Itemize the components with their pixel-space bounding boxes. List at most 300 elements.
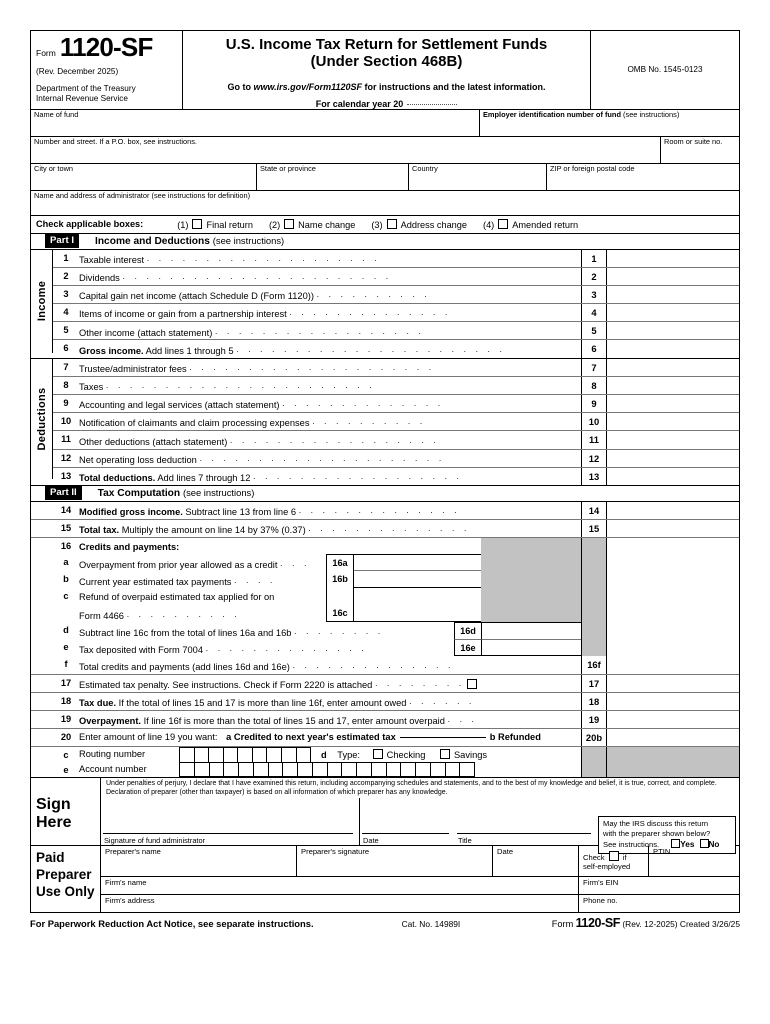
- shaded-box: [581, 747, 607, 762]
- shaded-box: [581, 588, 607, 605]
- income-lines: [53, 250, 739, 358]
- administrator-cell[interactable]: [31, 191, 739, 215]
- shaded-area: [481, 588, 581, 605]
- checkbox-2-label: Name change: [298, 219, 356, 230]
- line16c-box-number: 16c: [326, 605, 354, 622]
- dot-leader: . . . . . . . . . . . . . . . . . .: [252, 471, 463, 482]
- table-row: [31, 675, 739, 693]
- line-text: [79, 268, 581, 285]
- title-label: Title: [458, 835, 472, 845]
- room-label: Room or suite no.: [664, 137, 723, 146]
- line-label: If line 16f is more than the total of lines 15 and 17, enter amount overpaid: [141, 716, 445, 727]
- line-text: [79, 656, 581, 673]
- fund-admin-signature-cell[interactable]: [101, 798, 359, 845]
- line-text: [79, 502, 581, 519]
- check-boxes-prompt: Check applicable boxes:: [36, 219, 144, 229]
- amount-input[interactable]: [607, 729, 739, 746]
- dot-leader: . . . . . . . . . . . . . . . . . . . . .: [199, 452, 445, 463]
- table-row: [31, 711, 739, 729]
- amount-input[interactable]: [607, 711, 739, 728]
- line-sub-letter: d: [63, 625, 69, 636]
- dot-leader: . . .: [447, 714, 478, 725]
- line-box-number: 10: [581, 413, 607, 430]
- self-employed-cell[interactable]: [579, 846, 649, 876]
- line-text: [79, 693, 581, 710]
- account-row: [31, 762, 739, 777]
- table-row: [53, 359, 739, 377]
- line-sub-letter-cont: [53, 605, 79, 622]
- preparer-date-label: Date: [497, 847, 514, 857]
- checkbox-square-icon[interactable]: [192, 219, 202, 229]
- firm-address-row: [101, 894, 739, 912]
- table-row: [53, 286, 739, 304]
- table-row: [31, 693, 739, 711]
- dot-leader: . . . . . . . . . .: [312, 416, 426, 427]
- amount-input[interactable]: [354, 605, 481, 622]
- administrator-label: Name and address of administrator (see instructions for definition): [34, 191, 251, 200]
- line-label: Trustee/administrator fees: [79, 363, 187, 374]
- part1-tag: Part I: [45, 234, 79, 248]
- checkbox-1-label: Final return: [206, 219, 253, 230]
- no-label: No: [708, 840, 720, 850]
- line-box-number: 19: [581, 711, 607, 728]
- dot-leader: . . . . . . . . . . . . . .: [289, 307, 451, 318]
- line-box-number: 2: [581, 268, 607, 285]
- amount-input[interactable]: [607, 322, 739, 339]
- preparer-name-label: Preparer's name: [105, 847, 161, 857]
- line-number: 5: [63, 325, 69, 336]
- line-box-number: 13: [581, 468, 607, 485]
- line-label: Total credits and payments (add lines 16d and 16e): [79, 661, 290, 672]
- amount-input[interactable]: [607, 622, 739, 639]
- if-label: if: [622, 852, 627, 862]
- city-cell[interactable]: [31, 164, 257, 190]
- signature-row: [101, 798, 739, 850]
- firm-name-row: [101, 876, 739, 894]
- line-number: 16: [60, 541, 72, 552]
- dot-leader: . . . . . . . . . . . . . . . . . .: [214, 325, 425, 336]
- line-text: [79, 605, 326, 622]
- header-form-identity: [31, 31, 183, 109]
- line-number: 1: [63, 252, 69, 263]
- header-title-block: [183, 31, 591, 109]
- line-text: [79, 639, 454, 656]
- part1-title-note: (see instructions): [212, 235, 285, 246]
- line-text: [79, 286, 581, 303]
- line-box-number: 17: [581, 675, 607, 692]
- amount-input[interactable]: [607, 693, 739, 710]
- checkbox-square-icon[interactable]: [284, 219, 294, 229]
- form-title-line1: U.S. Income Tax Return for Settlement Funds: [225, 36, 548, 53]
- street-cell[interactable]: [31, 137, 661, 163]
- line-box-number: 3: [581, 286, 607, 303]
- line-text: [79, 520, 581, 537]
- line16-label: Credits and payments:: [79, 541, 180, 552]
- dot-leader: . . .: [280, 557, 310, 568]
- dot-leader: . . . . . . . . . .: [126, 608, 241, 619]
- line-box-number: 7: [581, 359, 607, 376]
- checkbox-name-change[interactable]: [269, 219, 355, 230]
- amount-input[interactable]: [607, 502, 739, 519]
- ein-cell[interactable]: [480, 110, 739, 136]
- amount-input[interactable]: [607, 520, 739, 537]
- line-text: [79, 729, 581, 746]
- routing-number-input[interactable]: [179, 747, 311, 762]
- amount-input[interactable]: [607, 675, 739, 692]
- amount-input[interactable]: [607, 656, 739, 673]
- routing-number-label: Routing number: [79, 749, 146, 760]
- line16e-box-number: 16e: [454, 639, 482, 656]
- amount-input[interactable]: [607, 538, 739, 554]
- table-row: [53, 431, 739, 449]
- preparer-signature-label: Preparer's signature: [301, 847, 370, 857]
- amount-input[interactable]: [354, 571, 481, 588]
- dot-leader: . . . . . . . . . . . . . .: [298, 505, 461, 516]
- amount-input[interactable]: [607, 359, 739, 376]
- line-label-bold: Total deductions.: [79, 473, 156, 484]
- dot-leader: . . . . . . . .: [294, 625, 384, 636]
- dot-leader: . . . . . . . . . . . . . .: [205, 642, 368, 653]
- ptin-label: PTIN: [653, 847, 671, 857]
- shaded-box: [581, 538, 607, 554]
- form-2220-checkbox[interactable]: [467, 679, 477, 689]
- self-employed-label: self-employed: [583, 861, 631, 871]
- line-box-number: 11: [581, 431, 607, 448]
- amount-input[interactable]: [607, 468, 739, 485]
- line-number: 7: [63, 361, 69, 372]
- line-label: Notification of claimants and claim processing expenses: [79, 418, 310, 429]
- line-box-number: 16f: [581, 656, 607, 673]
- signature-date-cell[interactable]: [359, 798, 455, 845]
- checkbox-square-icon[interactable]: [387, 219, 397, 229]
- line-number: 20: [60, 732, 72, 743]
- goto-prefix: Go to: [227, 81, 254, 92]
- amount-input[interactable]: [607, 395, 739, 412]
- goto-suffix: for instructions and the latest information.: [362, 81, 546, 92]
- footer-form-number: 1120-SF: [575, 915, 621, 930]
- line-number: 9: [63, 398, 69, 408]
- phone-cell[interactable]: [579, 895, 739, 912]
- amount-input[interactable]: [607, 571, 739, 588]
- line20d-letter: d: [321, 750, 327, 761]
- footer-form-id: [552, 916, 740, 930]
- checkbox-4-label: Amended return: [512, 219, 579, 230]
- amount-input[interactable]: [354, 588, 481, 605]
- line-label: Overpayment from prior year allowed as a credit: [79, 559, 278, 570]
- line-label: Add lines 7 through 12: [155, 473, 251, 484]
- part1-title: [95, 235, 284, 247]
- line-box-number: 18: [581, 693, 607, 710]
- deductions-side-label: Deductions: [35, 387, 48, 451]
- paid-label-line2: Preparer: [36, 866, 92, 882]
- sign-label-line2: Here: [36, 814, 72, 832]
- line-label: Form 4466: [79, 610, 124, 621]
- line-text: [79, 413, 581, 430]
- line-label-bold: Gross income.: [79, 345, 144, 356]
- table-row: [31, 502, 739, 520]
- paid-preparer-section: [31, 845, 739, 912]
- table-row: [31, 639, 739, 656]
- line-label: Accounting and legal services (attach statement): [79, 400, 280, 411]
- street-row: [31, 136, 739, 163]
- shaded-area: [607, 747, 739, 762]
- line-number: 19: [60, 713, 72, 724]
- income-side-label: Income: [35, 280, 48, 322]
- line-box-number: 9: [581, 395, 607, 412]
- line-label: Items of income or gain from a partnership interest: [79, 309, 287, 320]
- name-of-fund-cell[interactable]: [31, 110, 480, 136]
- shaded-area: [607, 762, 739, 777]
- line-sub-letter: f: [64, 659, 68, 670]
- signature-underline: [103, 833, 353, 834]
- amount-input[interactable]: [482, 622, 581, 639]
- sign-here-body: [101, 778, 739, 850]
- table-row: [53, 304, 739, 322]
- form-revision: (Rev. December 2025): [36, 67, 119, 76]
- line-sub-letter: c: [63, 591, 69, 602]
- fund-identity-row: [31, 109, 739, 136]
- line-box-number: 20b: [581, 729, 607, 746]
- self-employed-check-line: [579, 846, 648, 862]
- amount-input[interactable]: [607, 413, 739, 430]
- line-text: [79, 554, 326, 571]
- country-cell[interactable]: [409, 164, 547, 190]
- table-row: [53, 340, 739, 357]
- date-label: Date: [363, 835, 379, 845]
- dot-leader: . . . . . . . . . . . . . .: [282, 398, 444, 409]
- paid-label-line3: Use Only: [36, 883, 95, 899]
- line16c-spacer: [326, 588, 354, 605]
- amount-input[interactable]: [482, 639, 581, 656]
- line20a-label: Credited to next year's estimated tax: [233, 732, 396, 743]
- dot-leader: . . . . . . . . . . . . . .: [292, 659, 454, 670]
- line-box-number: 6: [581, 340, 607, 357]
- date-underline: [362, 833, 449, 834]
- line16-header-row: [31, 538, 739, 554]
- issuing-agency: [36, 84, 178, 103]
- paid-preparer-body: [101, 846, 739, 912]
- table-row: [53, 377, 739, 395]
- omb-number: OMB No. 1545-0123: [627, 65, 703, 75]
- administrator-row: [31, 190, 739, 215]
- part2-title: [98, 487, 255, 499]
- part2-title-text: Tax Computation: [97, 488, 181, 500]
- line-label: Taxable interest: [79, 254, 145, 265]
- table-row: [31, 554, 739, 571]
- line-number: 14: [60, 504, 72, 515]
- routing-row: [31, 747, 739, 762]
- instructions-link-line: [187, 82, 586, 92]
- ein-label: [480, 110, 739, 120]
- line-text: [79, 377, 581, 394]
- part2-tag: Part II: [45, 486, 82, 500]
- part2-title-note: (see instructions): [182, 487, 255, 499]
- savings-checkbox[interactable]: [440, 749, 450, 759]
- line-label: Subtract line 13 from line 6: [182, 507, 296, 518]
- preparer-date-cell[interactable]: [493, 846, 579, 876]
- account-number-input[interactable]: [179, 762, 475, 777]
- paid-preparer-label: [31, 846, 101, 912]
- checkbox-4-number: (4): [483, 219, 495, 230]
- sign-here-section: [31, 777, 739, 850]
- line-text: [79, 304, 581, 321]
- line-label: Estimated tax penalty. See instructions. Check if Form 2220 is attached: [79, 679, 373, 690]
- checkbox-1-number: (1): [177, 219, 189, 230]
- deductions-side-label-col: [31, 359, 53, 479]
- checkbox-address-change[interactable]: [371, 219, 467, 230]
- shaded-box: [581, 639, 607, 656]
- preparer-top-row: [101, 846, 739, 876]
- checking-checkbox[interactable]: [373, 749, 383, 759]
- amount-input[interactable]: [607, 340, 739, 357]
- line-number: 3: [63, 288, 69, 299]
- line-text: [79, 588, 326, 605]
- dept-treasury-line: Department of the Treasury: [36, 84, 136, 93]
- line-label-bold: Total tax.: [79, 525, 120, 536]
- part1-title-text: Income and Deductions: [95, 236, 210, 247]
- line-label: Add lines 1 through 5: [143, 345, 234, 356]
- preparer-signature-cell[interactable]: [297, 846, 493, 876]
- perjury-statement: Under penalties of perjury, I declare that I have examined this return, including accompanying schedules and statements, and to the best of my knowledge and belief, it is true, correct, and complete. Declaration of preparer (other than taxpayer) is based on all information of which preparer has any knowledge.: [106, 780, 717, 796]
- line-label: Refund of overpaid estimated tax applied for on: [79, 591, 275, 602]
- state-cell[interactable]: [257, 164, 409, 190]
- ein-label-note: (see instructions): [623, 110, 680, 119]
- line-label: Other income (attach statement): [79, 327, 213, 338]
- phone-label: Phone no.: [583, 896, 618, 906]
- dot-leader: . . . . . . . . . . . . . . . . . . . . . . .: [105, 380, 376, 391]
- room-cell[interactable]: [661, 137, 739, 163]
- dot-leader: . . . .: [234, 574, 276, 585]
- table-row: [53, 413, 739, 431]
- checkbox-amended-return[interactable]: [483, 219, 578, 230]
- zip-cell[interactable]: [547, 164, 739, 190]
- checkbox-final-return[interactable]: [177, 219, 253, 230]
- line-number: 6: [63, 343, 69, 354]
- income-section: [31, 250, 739, 358]
- line16a-box-number: 16a: [326, 554, 354, 571]
- shaded-box: [581, 605, 607, 622]
- amount-input[interactable]: [607, 304, 739, 321]
- amount-input[interactable]: [607, 450, 739, 467]
- line-number: 17: [60, 677, 72, 688]
- calendar-year-line: [187, 99, 586, 109]
- country-label: Country: [412, 164, 438, 173]
- self-employed-checkbox[interactable]: [609, 851, 619, 861]
- table-row: [53, 322, 739, 340]
- dot-leader: . . . . . . . . . . . . . . . . . . . . . . .: [236, 343, 506, 354]
- line-text: [79, 450, 581, 467]
- line20b-label: Refunded: [498, 732, 541, 743]
- line-label: If the total of lines 15 and 17 is more than line 16f, enter amount owed: [116, 697, 407, 708]
- line-number: 18: [60, 695, 72, 706]
- line-sub-letter: b: [63, 574, 69, 585]
- line-box-number: 5: [581, 322, 607, 339]
- checkbox-2-number: (2): [268, 219, 281, 230]
- table-row: [53, 395, 739, 413]
- zip-label: ZIP or foreign postal code: [550, 164, 635, 173]
- line-label-bold: Modified gross income.: [79, 507, 183, 518]
- line-number: 2: [63, 270, 69, 281]
- dot-leader: . . . . . . . . . . . . . . . . . . . . .: [189, 361, 435, 372]
- shaded-box: [581, 622, 607, 639]
- amount-input[interactable]: [607, 250, 739, 267]
- shaded-box: [581, 554, 607, 571]
- state-label: State or province: [260, 164, 316, 173]
- table-row: [31, 588, 739, 605]
- line-box-number: 14: [581, 502, 607, 519]
- line-label: Multiply the amount on line 14 by 37% (0.37): [119, 525, 306, 536]
- line-number: 10: [60, 416, 72, 427]
- line-box-number: 1: [581, 250, 607, 267]
- shaded-area: [481, 605, 581, 622]
- amount-input[interactable]: [607, 639, 739, 656]
- amount-input[interactable]: [607, 605, 739, 622]
- ptin-cell[interactable]: [649, 846, 739, 876]
- preparer-name-cell[interactable]: [101, 846, 297, 876]
- line16d-box-number: 16d: [454, 622, 482, 639]
- line-number: 12: [60, 452, 72, 463]
- table-row: [31, 605, 739, 622]
- line-number: 8: [63, 379, 69, 390]
- amount-input[interactable]: [607, 377, 739, 394]
- checkbox-square-icon[interactable]: [498, 219, 508, 229]
- firm-name-cell[interactable]: [101, 877, 579, 894]
- amount-input[interactable]: [607, 268, 739, 285]
- line20b-letter: b: [489, 732, 496, 743]
- amount-input[interactable]: [607, 431, 739, 448]
- firm-ein-cell[interactable]: [579, 877, 739, 894]
- line-label: Tax deposited with Form 7004: [79, 644, 204, 655]
- signature-label: Signature of fund administrator: [104, 835, 206, 845]
- table-row: [53, 468, 739, 485]
- line-text: [79, 622, 454, 639]
- line-number: 11: [61, 434, 71, 445]
- line-sub-letter: c: [63, 750, 69, 761]
- line-sub-letter: e: [63, 642, 69, 653]
- catalog-number: Cat. No. 14989I: [401, 918, 461, 929]
- calendar-year-field[interactable]: [407, 104, 457, 105]
- part1-header: [31, 233, 739, 250]
- line-label: Enter amount of line 19 you want:: [79, 732, 218, 743]
- form-footer: [30, 913, 740, 930]
- shaded-box: [581, 762, 607, 777]
- line-number: 13: [60, 470, 72, 481]
- footer-form-word: Form: [551, 918, 574, 929]
- form-header: [31, 31, 739, 109]
- irs-url[interactable]: www.irs.gov/Form1120SF: [253, 81, 363, 92]
- amount-input[interactable]: [607, 554, 739, 571]
- title-underline: [457, 833, 591, 834]
- dot-leader: . . . . . . . . . . . . . . . . . . . . . . .: [122, 270, 392, 281]
- amount-input[interactable]: [354, 554, 481, 571]
- see-instructions-label: See instructions.: [603, 840, 660, 850]
- line-label: Capital gain net income (attach Schedule D (Form 1120)): [79, 291, 314, 302]
- amount-input[interactable]: [607, 588, 739, 605]
- shaded-area: [481, 554, 581, 571]
- firm-address-cell[interactable]: [101, 895, 579, 912]
- amount-input[interactable]: [607, 286, 739, 303]
- table-row: [53, 268, 739, 286]
- dot-leader: . . . . . .: [409, 695, 475, 706]
- paid-label-line1: Paid: [36, 849, 65, 865]
- line-box-number: 12: [581, 450, 607, 467]
- type-label: Type:: [337, 750, 361, 761]
- line20a-input[interactable]: [400, 737, 486, 738]
- account-type-row: [311, 747, 581, 762]
- line16b-box-number: 16b: [326, 571, 354, 588]
- name-of-fund-label: Name of fund: [34, 110, 79, 119]
- dot-leader: . . . . . . . . . . . . . . . . . .: [229, 434, 440, 445]
